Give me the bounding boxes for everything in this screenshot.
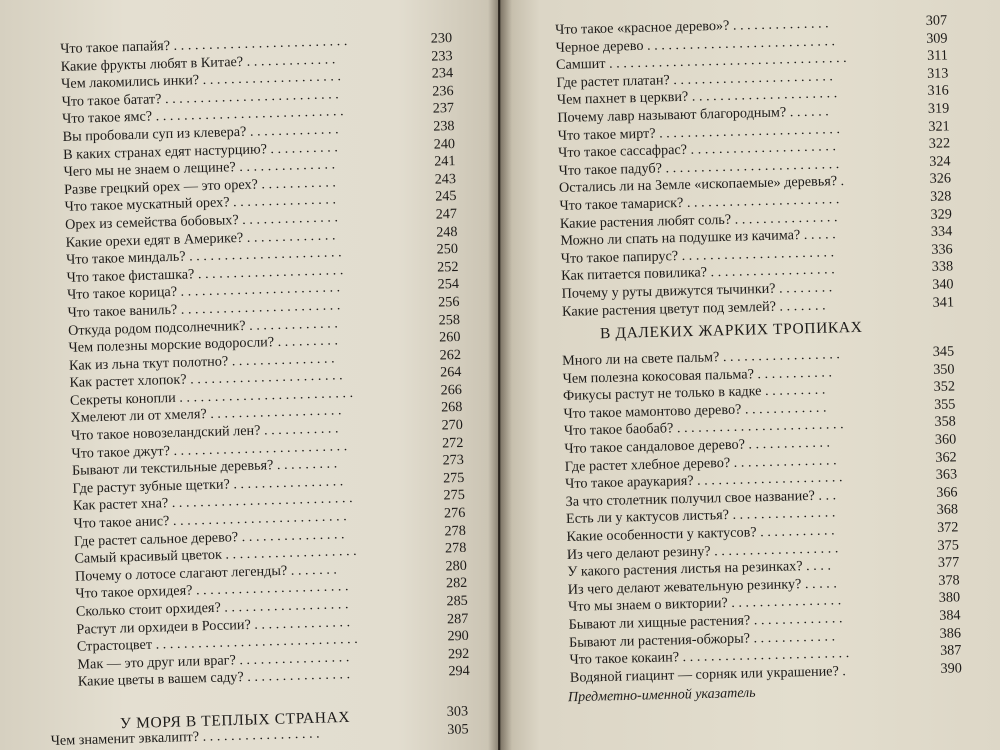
- toc-entry-title: Остались ли на Земле «ископаемые» деревья? .: [558, 173, 845, 197]
- toc-entry-page-number: 230: [430, 30, 453, 47]
- toc-entry-title: Чем полезна кокосовая пальма? . . . . . . . . . . .: [562, 364, 833, 387]
- toc-entry-page-number: 264: [439, 364, 462, 381]
- toc-entry-page-number: 258: [438, 311, 461, 329]
- toc-entry-page-number: 260: [438, 329, 461, 346]
- toc-entry-title: Есть ли у кактусов листья? . . . . . . . . . . . . . . .: [565, 504, 836, 528]
- toc-entry-title: Что такое орхидея? . . . . . . . . . . . . . . . . . . . . . .: [75, 578, 349, 603]
- left-page: [0, 0, 498, 750]
- section-heading-tropics: В ДАЛЕКИХ ЖАРКИХ ТРОПИКАХ: [599, 318, 863, 343]
- toc-entry-page-number: 329: [930, 205, 953, 223]
- toc-entry-title: Почему о лотосе слагают легенды? . . . . . . .: [74, 561, 338, 585]
- toc-entry-page-number: 233: [431, 47, 453, 65]
- toc-entry-page-number: 290: [447, 628, 469, 645]
- right-toc-list-top: [555, 12, 954, 321]
- toc-entry-title: Что такое тамариск? . . . . . . . . . . . . . . . . . . . . . .: [559, 191, 840, 214]
- toc-entry-page-number: 328: [929, 188, 952, 205]
- toc-entry-title: Сколько стоит орхидея? . . . . . . . . . . . . . . . . . .: [75, 596, 349, 620]
- toc-entry-title: Хмелеют ли от хмеля? . . . . . . . . . . . . . . . . . . .: [70, 402, 342, 427]
- toc-entry-title: Что такое папирус? . . . . . . . . . . . . . . . . . . . . . .: [560, 243, 835, 267]
- toc-entry-page-number: 285: [446, 592, 469, 610]
- toc-entry-title: Вы пробовали суп из клевера? . . . . . . . . . . . . .: [62, 121, 339, 145]
- toc-entry-title: Много ли на свете пальм? . . . . . . . . . . . . . . . . .: [562, 346, 841, 369]
- toc-entry-title: Что такое корица? . . . . . . . . . . . . . . . . . . . . . . .: [66, 279, 341, 304]
- toc-entry-page-number: 366: [936, 484, 958, 501]
- toc-entry-title: Что такое кокаин? . . . . . . . . . . . . . . . . . . . . . . . .: [569, 645, 850, 668]
- right-toc-list-bottom: [562, 343, 962, 687]
- toc-entry-page-number: 294: [448, 663, 470, 680]
- toc-entry-page-number: 252: [436, 258, 459, 276]
- toc-entry-title: Бывают ли растения-обжоры? . . . . . . . . . . . .: [568, 627, 836, 651]
- toc-entry-title: Как растет хна? . . . . . . . . . . . . . . . . . . . . . . . . . .: [72, 490, 353, 515]
- toc-entry-page-number: 377: [937, 554, 960, 571]
- toc-entry-title: Из чего делают жевательную резинку? . . . . .: [567, 575, 838, 598]
- toc-entry-title: Что такое миндаль? . . . . . . . . . . . . . . . . . . . . . .: [65, 244, 342, 269]
- toc-entry-title: Что такое араукария? . . . . . . . . . . . . . . . . . . . . .: [565, 469, 843, 493]
- toc-entry-page-number: 324: [929, 153, 951, 170]
- toc-entry-title: Фикусы растут не только в кадке . . . . . . . . .: [562, 381, 826, 405]
- toc-entry-title: Где растет сальное дерево? . . . . . . . . . . . . . . .: [73, 525, 345, 550]
- toc-entry-title: Какие растения любят соль? . . . . . . . . . . . . . . .: [559, 208, 838, 232]
- toc-entry-title: Какие особенности у кактусов? . . . . . . . . . . .: [566, 522, 835, 545]
- toc-entry-title: Почему лавр называют благородным? . . . . . .: [557, 103, 829, 126]
- toc-entry-page-number: 243: [434, 170, 457, 188]
- toc-entry-page-number: 352: [933, 378, 956, 396]
- toc-entry-page-number: 375: [937, 536, 960, 554]
- toc-entry-title: Бывают ли текстильные деревья? . . . . . . . . .: [71, 455, 338, 480]
- toc-entry-page-number: 311: [926, 47, 949, 65]
- toc-entry-title: Орех из семейства бобовых? . . . . . . . . . . . . . .: [64, 209, 339, 233]
- toc-entry-title: Бывают ли хищные растения? . . . . . . . . . . . . .: [568, 610, 843, 633]
- toc-entry-page-number: 256: [437, 293, 460, 311]
- toc-entry-page-number: 307: [925, 12, 948, 29]
- toc-entry-title: Что такое мамонтово дерево? . . . . . . . . . . . .: [563, 399, 827, 422]
- toc-entry-title: Водяной гиацинт — сорняк или украшение? .: [569, 662, 847, 686]
- toc-entry-title: Что такое фисташка? . . . . . . . . . . . . . . . . . . . . .: [66, 261, 344, 286]
- toc-entry-page-number: 272: [441, 434, 464, 452]
- toc-entry-page-number: 360: [934, 431, 957, 448]
- toc-entry-page-number: 321: [928, 117, 950, 135]
- toc-entry-page-number: 237: [432, 100, 455, 117]
- toc-entry-title: Черное дерево . . . . . . . . . . . . . . . . . . . . . . . . . . .: [555, 32, 836, 56]
- toc-entry-page-number: 273: [442, 452, 465, 469]
- toc-entry-page-number: 387: [939, 642, 962, 659]
- toc-entry-page-number: 316: [927, 82, 949, 100]
- toc-entry-title: Самый красивый цветок . . . . . . . . . . . . . . . . . . .: [74, 543, 357, 568]
- toc-entry-page-number: 378: [938, 572, 960, 589]
- toc-entry-page-number: 358: [934, 413, 956, 431]
- toc-entry-title: Как из льна ткут полотно? . . . . . . . . . . . . . . .: [68, 350, 335, 374]
- toc-entry-page-number: 278: [444, 522, 467, 540]
- toc-entry-title: Что такое анис? . . . . . . . . . . . . . . . . . . . . . . . . .: [73, 508, 347, 532]
- toc-entry-page-number: 278: [444, 540, 467, 557]
- toc-entry-page-number: 270: [441, 416, 464, 434]
- toc-entry-title: Какие фрукты любят в Китае? . . . . . . . . . . . . .: [60, 50, 336, 75]
- toc-entry-page-number: 340: [932, 276, 954, 293]
- toc-entry-page-number: 292: [447, 645, 470, 663]
- toc-entry-page-number: 275: [443, 487, 466, 504]
- toc-entry-page-number: 390: [940, 660, 963, 677]
- toc-entry-title: Что такое джут? . . . . . . . . . . . . . . . . . . . . . . . . .: [71, 437, 348, 462]
- toc-entry-page-number: 355: [933, 396, 956, 413]
- toc-entry-page-number: 334: [930, 223, 953, 240]
- toc-entry-page-number: 236: [432, 82, 454, 100]
- toc-entry-title: Какие растения цветут под землей? . . . . . . .: [561, 296, 826, 320]
- toc-entry-title: Какие орехи едят в Америке? . . . . . . . . . . . . .: [65, 226, 336, 251]
- toc-entry-title: Где растут зубные щетки? . . . . . . . . . . . . . . . .: [72, 473, 344, 497]
- toc-entry-page-number: 287: [446, 610, 469, 628]
- toc-entry-title: Из чего делают резину? . . . . . . . . . . . . . . . . . .: [566, 539, 839, 563]
- toc-entry-title: Можно ли спать на подушке из качима? . . . . .: [560, 226, 836, 250]
- toc-entry-page-number: 326: [929, 170, 952, 188]
- toc-entry-page-number: 341: [932, 293, 955, 311]
- toc-entry-title: Что такое мирт? . . . . . . . . . . . . . . . . . . . . . . . . . .: [557, 120, 841, 144]
- toc-entry-page-number: 245: [434, 188, 457, 205]
- toc-entry-page-number: 313: [926, 65, 949, 82]
- toc-entry-page-number: 362: [935, 448, 957, 466]
- toc-entry-title: Как питается повилика? . . . . . . . . . . . . . . . . . .: [561, 261, 835, 285]
- toc-entry-page-number: 345: [932, 343, 955, 360]
- toc-entry-page-number: 305: [447, 720, 469, 738]
- toc-entry-title: Секреты конопли . . . . . . . . . . . . . . . . . . . . . . . . .: [69, 384, 354, 409]
- toc-entry-title: Что такое баобаб? . . . . . . . . . . . . . . . . . . . . . . . .: [563, 416, 844, 440]
- toc-entry-title: Чем лакомились инки? . . . . . . . . . . . . . . . . . . . .: [60, 68, 342, 93]
- toc-entry-title: Растут ли орхидеи в России? . . . . . . . . . . . . . .: [76, 613, 351, 638]
- toc-entry-title: Разве грецкий орех — это орех? . . . . . . . . . . .: [63, 174, 337, 198]
- toc-entry-title: Что такое новозеландский лен? . . . . . . . . . . .: [70, 420, 339, 444]
- toc-entry-title: Что такое мускатный орех? . . . . . . . . . . . . . . .: [64, 191, 337, 216]
- toc-entry-page-number: 363: [935, 466, 958, 484]
- toc-entry-title: Чем пахнет в церкви? . . . . . . . . . . . . . . . . . . . . .: [556, 85, 838, 109]
- index-label: Предметно-именной указатель: [567, 685, 756, 706]
- toc-entry-title: У какого растения листья на резинках? . . . .: [567, 557, 832, 581]
- toc-entry-title: Чем полезны морские водоросли? . . . . . . . . .: [68, 332, 339, 356]
- toc-entry-page-number: 250: [436, 241, 459, 258]
- toc-entry-page-number: 368: [936, 501, 959, 519]
- toc-entry-title: Самшит . . . . . . . . . . . . . . . . . . . . . . . . . . . . . . . . . .: [555, 50, 847, 74]
- toc-entry-page-number: 384: [939, 607, 961, 624]
- toc-entry-title: Что такое «красное дерево»? . . . . . . . . . . . . . .: [555, 15, 829, 38]
- toc-entry-title: Чего мы не знаем о лещине? . . . . . . . . . . . . . .: [63, 156, 336, 181]
- toc-entry-page-number: 380: [938, 589, 961, 607]
- toc-entry-page-number: 338: [931, 258, 954, 276]
- toc-entry-page-number: 280: [445, 557, 468, 575]
- toc-entry-title: Как растет хлопок? . . . . . . . . . . . . . . . . . . . . . .: [69, 367, 343, 392]
- toc-entry-title: Что такое сандаловое дерево? . . . . . . . . . . . .: [564, 434, 831, 457]
- toc-entry-page-number: 266: [440, 381, 463, 399]
- toc-entry-title: Что такое ямс? . . . . . . . . . . . . . . . . . . . . . . . . . . .: [61, 103, 344, 128]
- toc-entry-page-number: 241: [434, 153, 456, 170]
- book-gutter: [488, 0, 512, 750]
- toc-entry-page-number: 336: [931, 241, 953, 258]
- toc-entry-page-number: 322: [928, 135, 951, 153]
- toc-entry-title: Что такое сассафрас? . . . . . . . . . . . . . . . . . . . . .: [558, 138, 837, 162]
- toc-entry-page-number: 309: [926, 30, 948, 47]
- toc-entry-page-number: 303: [446, 703, 469, 720]
- toc-entry-title: Что мы знаем о виктории? . . . . . . . . . . . . . . . .: [568, 592, 842, 616]
- toc-entry-page-number: 254: [437, 276, 460, 293]
- toc-entry-title: Чем знаменит эвкалипт? . . . . . . . . . . . . . . . . .: [50, 725, 320, 749]
- toc-entry-title: Страстоцвет . . . . . . . . . . . . . . . . . . . . . . . . . . . . .: [76, 631, 358, 655]
- toc-entry-title: Что такое батат? . . . . . . . . . . . . . . . . . . . . . . . . .: [61, 86, 339, 110]
- toc-entry-page-number: 238: [433, 117, 455, 135]
- section-heading-sea: У МОРЯ В ТЕПЛЫХ СТРАНАХ: [119, 708, 351, 733]
- toc-entry-page-number: 386: [939, 624, 962, 642]
- left-toc-list: [60, 30, 470, 692]
- toc-entry-page-number: 282: [445, 575, 468, 592]
- toc-entry-title: Какие цветы в вашем саду? . . . . . . . . . . . . . . .: [77, 666, 351, 691]
- toc-entry-page-number: 350: [933, 361, 955, 378]
- toc-entry-page-number: 248: [435, 223, 458, 241]
- toc-entry-page-number: 262: [439, 346, 462, 364]
- toc-entry-title: Где растет хлебное дерево? . . . . . . . . . . . . . . .: [564, 451, 837, 475]
- toc-entry-title: Что такое ваниль? . . . . . . . . . . . . . . . . . . . . . . .: [67, 297, 341, 321]
- toc-entry-title: Почему у руты движутся тычинки? . . . . . . . .: [561, 279, 833, 302]
- toc-entry-page-number: 372: [936, 519, 959, 536]
- toc-entry-page-number: 276: [443, 504, 466, 522]
- toc-entry-page-number: 275: [442, 469, 465, 487]
- toc-entry-title: За что столетник получил свое название? . . .: [565, 487, 837, 510]
- toc-entry-page-number: 247: [435, 205, 458, 223]
- toc-entry-page-number: 268: [440, 399, 463, 416]
- toc-entry-title: Откуда родом подсолнечник? . . . . . . . . . . . . .: [67, 314, 338, 339]
- toc-entry-page-number: 319: [927, 100, 950, 117]
- toc-entry-page-number: 240: [433, 135, 456, 153]
- toc-entry-title: Что такое падуб? . . . . . . . . . . . . . . . . . . . . . . . . .: [558, 155, 840, 179]
- toc-entry-title: Мак — это друг или враг? . . . . . . . . . . . . . . . .: [77, 648, 350, 673]
- toc-entry-title: В каких странах едят настурцию? . . . . . . . . . .: [62, 138, 339, 163]
- toc-entry-page-number: 234: [431, 65, 454, 82]
- toc-entry-title: Что такое папайя? . . . . . . . . . . . . . . . . . . . . . . . . .: [60, 32, 348, 57]
- toc-entry-title: Где растет платан? . . . . . . . . . . . . . . . . . . . . . . .: [556, 68, 834, 91]
